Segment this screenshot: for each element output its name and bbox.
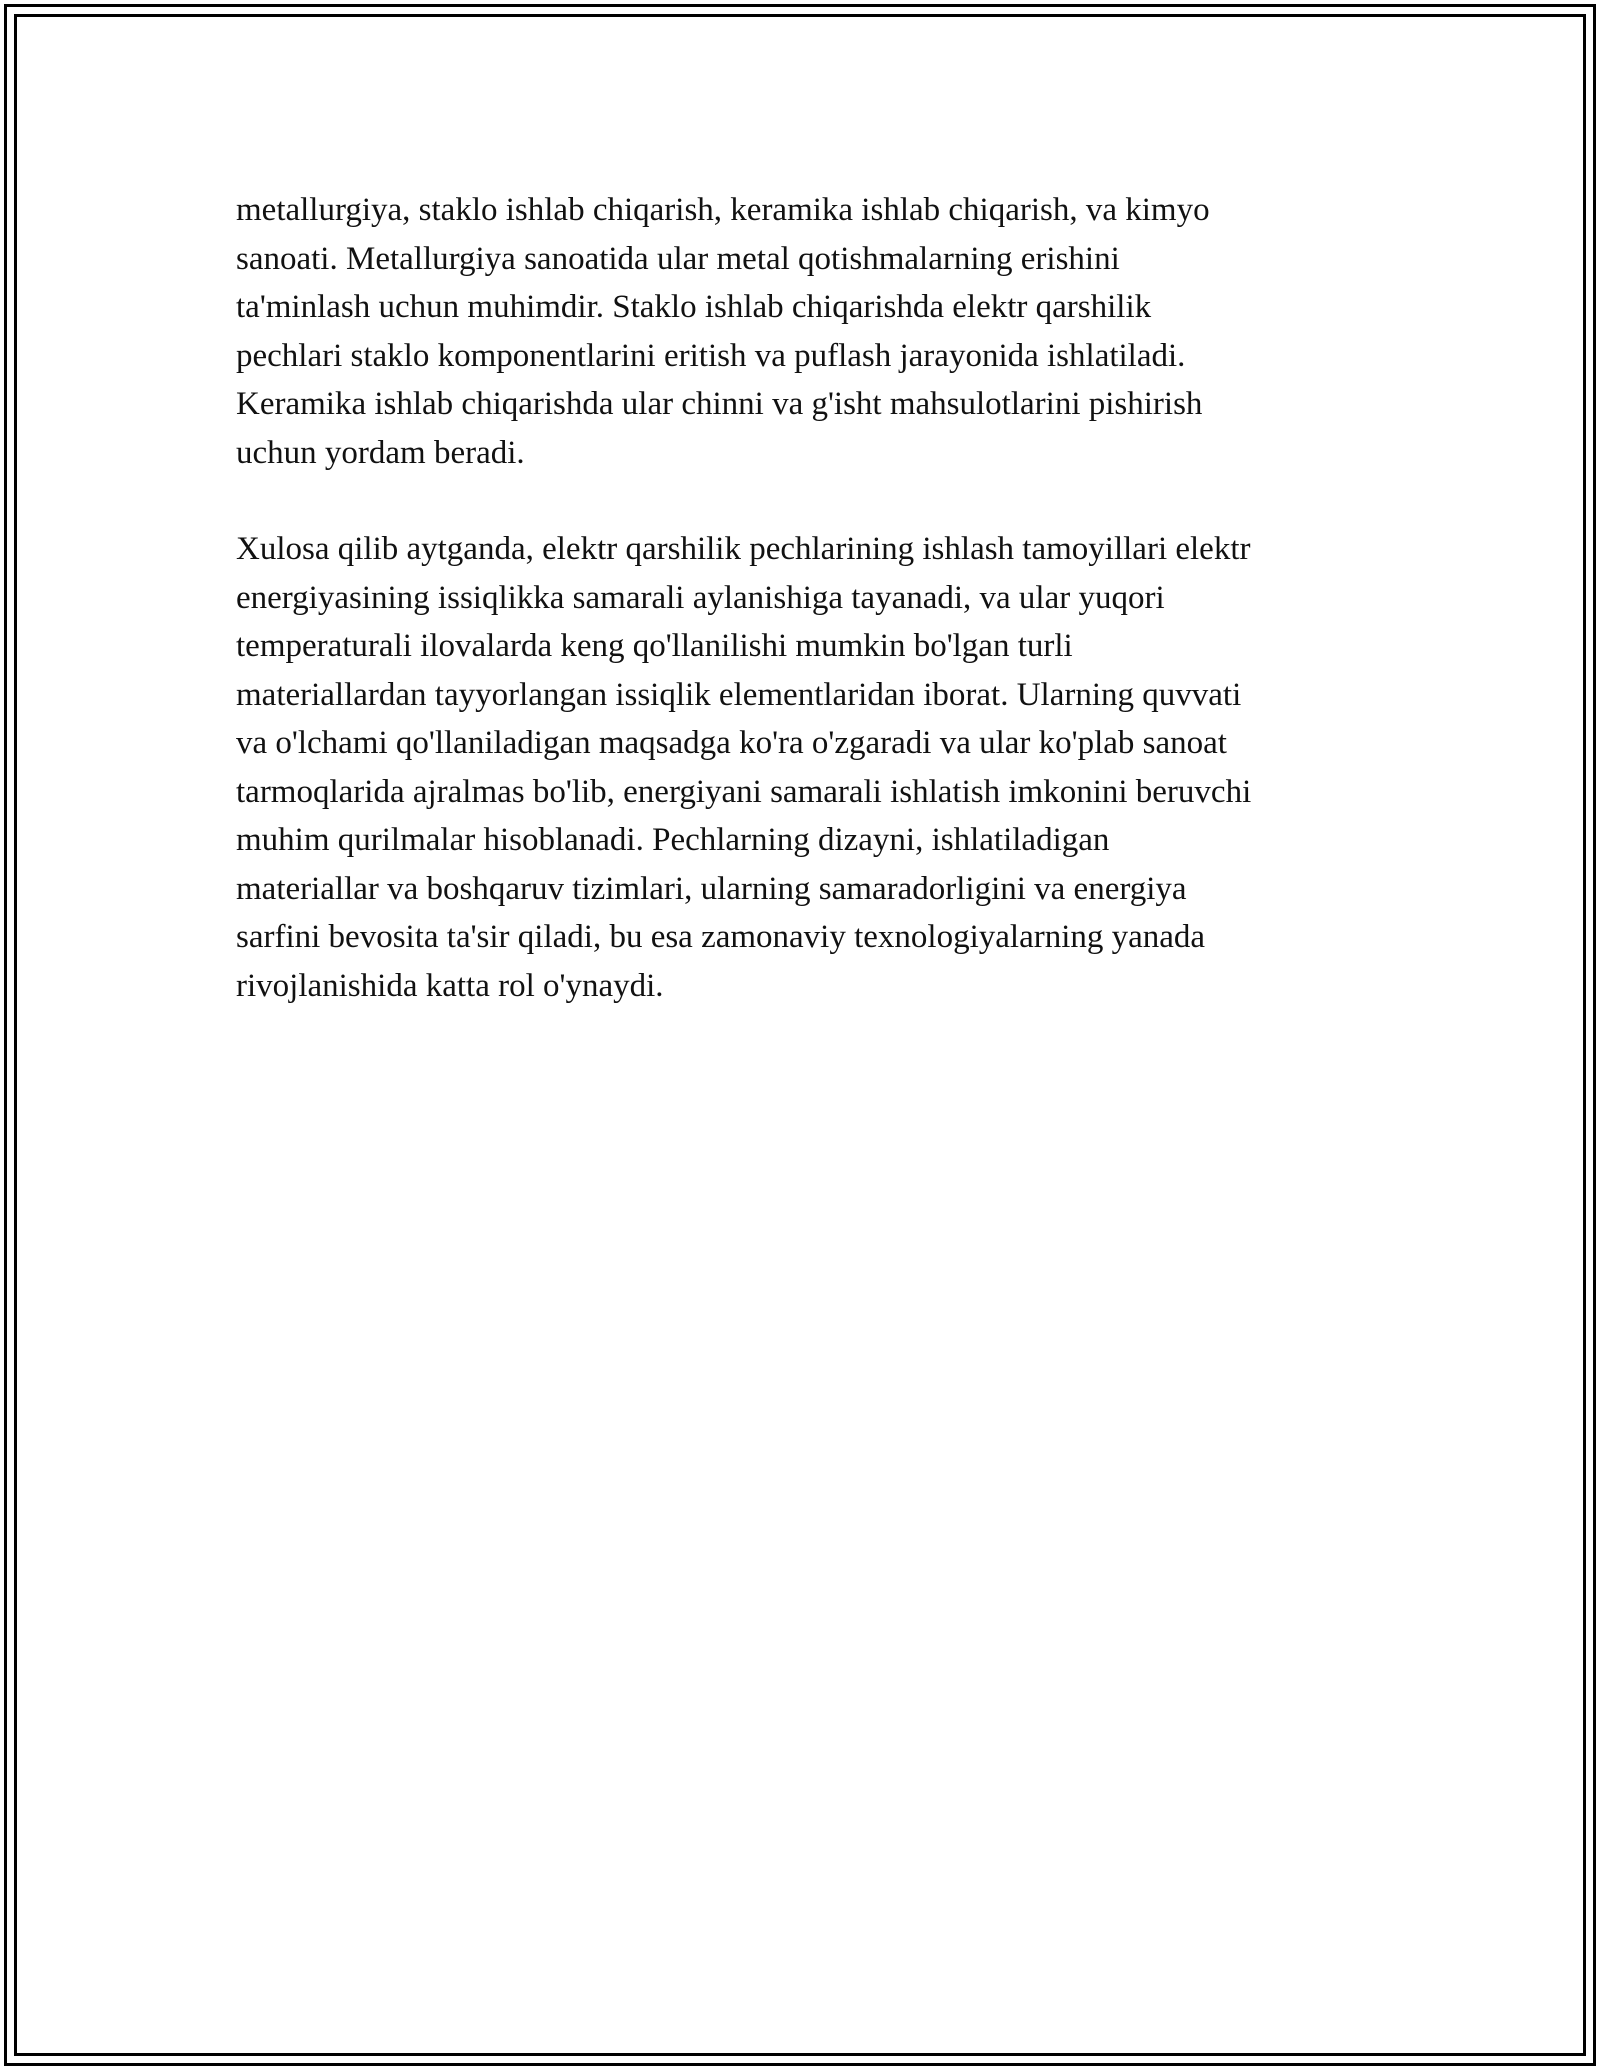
text-line: materiallar va boshqaruv tizimlari, ularning samaradorligini va energiya (236, 870, 1187, 907)
text-line: tarmoqlarida ajralmas bo'lib, energiyani samarali ishlatish imkonini beruvchi (236, 773, 1252, 810)
text-line: Xulosa qilib aytganda, elektr qarshilik pechlarining ishlash tamoyillari elektr (236, 531, 1251, 567)
text-line: uchun yordam beradi. (236, 434, 525, 471)
text-line: muhim qurilmalar hisoblanadi. Pechlarning dizayni, ishlatiladigan (236, 822, 1110, 858)
text-line: materiallardan tayyorlangan issiqlik elementlaridan iborat. Ularning quvvati (236, 676, 1242, 713)
text-line: sarfini bevosita ta'sir qiladi, bu esa zamonaviy texnologiyalarning yanada (236, 919, 1206, 955)
document-body (236, 186, 1376, 1010)
text-line: pechlari staklo komponentlarini eritish va puflash jarayonida ishlatiladi. (236, 337, 1186, 374)
text-line: rivojlanishida katta rol o'ynaydi. (236, 967, 664, 1004)
text-line: va o'lchami qo'llaniladigan maqsadga ko'ra o'zgaradi va ular ko'plab sanoat (236, 725, 1227, 761)
text-line: temperaturali ilovalarda keng qo'llanilishi mumkin bo'lgan turli (236, 628, 1073, 664)
text-line: sanoati. Metallurgiya sanoatida ular metal qotishmalarning erishini (236, 240, 1120, 277)
text-line: energiyasining issiqlikka samarali aylanishiga tayanadi, va ular yuqori (236, 579, 1165, 616)
text-line: metallurgiya, staklo ishlab chiqarish, keramika ishlab chiqarish, va kimyo (236, 192, 1210, 228)
paragraph-conclusion (236, 525, 1376, 1010)
paragraph-industrial-applications (236, 186, 1376, 477)
text-line: ta'minlash uchun muhimdir. Staklo ishlab chiqarishda elektr qarshilik (236, 289, 1152, 325)
text-line: Keramika ishlab chiqarishda ular chinni va g'isht mahsulotlarini pishirish (236, 386, 1203, 422)
